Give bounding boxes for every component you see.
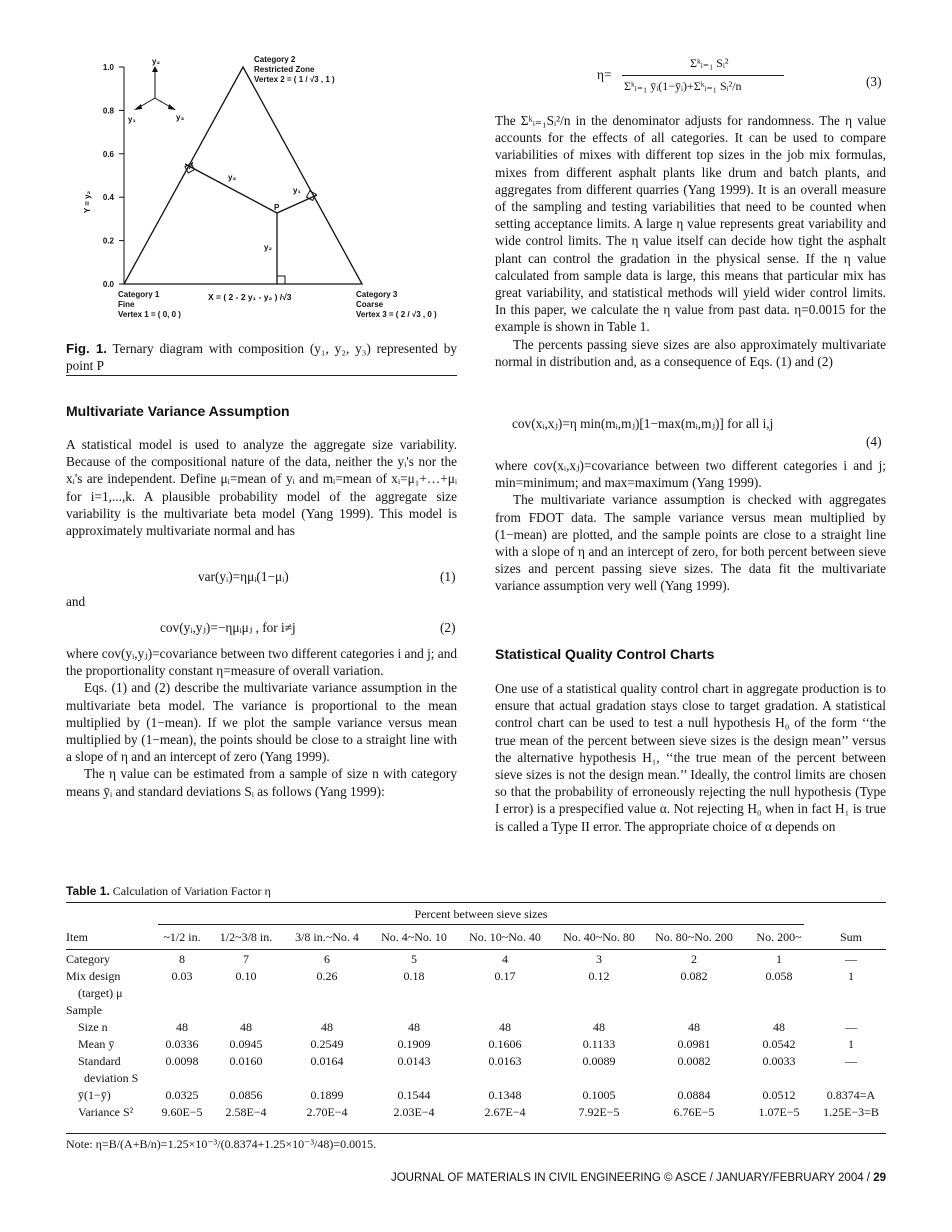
legend-y1: y₁: [128, 115, 136, 124]
equation-3-numerator: Σᵏᵢ₌₁ Sᵢ²: [690, 56, 729, 70]
point-label: P: [274, 203, 280, 212]
table-cell: [646, 1002, 742, 1019]
table-cell: 0.0143: [397, 1054, 431, 1068]
equation-3-lhs: η=: [597, 67, 612, 82]
table-cell: 0.03: [171, 969, 193, 983]
y-tick-label: 0.0: [102, 280, 114, 289]
table-cell: [742, 985, 816, 1002]
row-label: Category: [66, 951, 110, 966]
legend-y3: y₃: [176, 113, 185, 122]
table-cell: [156, 1070, 208, 1087]
y-tick-label: 0.4: [102, 193, 114, 203]
column-header: ~1/2 in.: [163, 930, 201, 944]
column-header: No. 40~No. 80: [563, 930, 635, 944]
y-tick-label: 0.8: [102, 106, 114, 116]
equation-2: cov(yᵢ,yⱼ)=−ημᵢμⱼ , for i≠j: [160, 620, 296, 635]
sum-cell: —: [845, 1054, 857, 1068]
column-header: 3/8 in.~No. 4: [295, 930, 359, 944]
table-cell: [208, 985, 284, 1002]
table-cell: 0.0945: [229, 1037, 263, 1051]
table-cell: 48: [499, 1020, 511, 1034]
caption-rule: [66, 375, 457, 376]
equation-1-number: (1): [440, 569, 456, 584]
row-label: Sample: [66, 1003, 102, 1017]
column-header: 1/2~3/8 in.: [219, 930, 273, 944]
vertex-top-line: Restricted Zone: [254, 65, 315, 74]
table-cell: 8: [179, 951, 185, 966]
equation-3-denominator: Σᵏᵢ₌₁ ȳᵢ(1−ȳᵢ)+Σᵏᵢ₌₁ Sᵢ²/n: [624, 79, 742, 93]
table-row: [66, 985, 886, 1002]
equation-2-number: (2): [440, 620, 456, 635]
y-axis-ticks: [103, 63, 124, 289]
y-tick-label: 0.2: [102, 236, 114, 246]
equation-3-fraction-bar: [622, 75, 784, 76]
variation-table: [66, 929, 886, 1121]
sum-cell: —: [845, 951, 857, 966]
table-cell: 0.17: [494, 969, 516, 983]
table-cell: [552, 1070, 646, 1087]
table-cell: 0.0098: [165, 1054, 199, 1068]
table-cell: [370, 1070, 458, 1087]
table-cell: [284, 1070, 370, 1087]
column-header: No. 4~No. 10: [381, 930, 447, 944]
table-cell: [742, 1002, 816, 1019]
table-cell: 0.0082: [677, 1054, 711, 1068]
sum-cell: 1: [848, 1037, 854, 1051]
table-cell: [156, 985, 208, 1002]
table-cell: 3: [596, 951, 602, 966]
seg-y3-label: y₃: [228, 173, 237, 182]
table-cell: 0.0512: [762, 1088, 796, 1102]
column-header: No. 200~: [756, 930, 802, 944]
table-cell: 0.26: [316, 969, 338, 983]
ternary-diagram: [72, 52, 462, 337]
table-cell: [458, 985, 552, 1002]
table-note: Note: η=B/(A+B/n)=1.25×10⁻³/(0.8374+1.25×10⁻³/48)=0.0015.: [66, 1137, 377, 1151]
row-label: (target) μ: [78, 986, 123, 1000]
table-cell: 0.1606: [488, 1037, 522, 1051]
table-cell: 2.70E−4: [306, 1105, 348, 1119]
table-cell: 0.18: [403, 969, 425, 983]
table-header-row: [66, 929, 886, 946]
table-cell: [646, 1070, 742, 1087]
table-cell: 2: [691, 951, 697, 966]
table-cell: 0.12: [588, 969, 610, 983]
table-cell: [156, 1002, 208, 1019]
table-cell: 0.2549: [310, 1037, 344, 1051]
column-header: No. 80~No. 200: [655, 930, 733, 944]
table-group-header: Percent between sieve sizes: [414, 907, 548, 921]
right-paragraph-2: where cov(xᵢ,xⱼ)=covariance between two different categories i and j; min=minimum; and max=maximum (Yang 1999). The multivariate variance assumption is checked with aggregates from FDOT data. The sample variance versus mean multiplied by (1−mean) are plotted, and the sample points are close to a straight line with a slope of η and an intercept of zero, for both percent between sieve sizes and percent passing sieve sizes. The data fit the multivariate variance assumption very well (Yang 1999).: [495, 458, 886, 594]
table-cell: 0.0089: [582, 1054, 616, 1068]
vertex-left-line: Category 1: [118, 290, 160, 299]
table-cell: 48: [408, 1020, 420, 1034]
triangle: [124, 67, 362, 284]
journal-line: JOURNAL OF MATERIALS IN CIVIL ENGINEERING © ASCE / JANUARY/FEBRUARY 2004 /: [390, 1172, 874, 1184]
table-cell: 48: [176, 1020, 188, 1034]
table-cell: 0.0981: [677, 1037, 711, 1051]
table-cell: [370, 985, 458, 1002]
row-label: Standard: [78, 1054, 121, 1068]
vertex-right-line: Coarse: [356, 300, 384, 309]
left-paragraph-1: A statistical model is used to analyze the aggregate size variability. Because of the compositional nature of the data, neither the yᵢ's nor the xᵢ's are independent. Define μᵢ=mean of yᵢ and mᵢ=mean of xᵢ=μ₁+…+μᵢ for i=1,...,k. A plausible probability model of the aggregate size variability is the multivariate beta model (Yang 1999). This model is approximately multivariate normal and has: [66, 437, 457, 539]
column-header: No. 10~No. 40: [469, 930, 541, 944]
figure-caption-text: Ternary diagram with composition (y₁, y₂, y₃) represented by point P: [66, 341, 457, 374]
table-bottom-rule: [66, 1133, 886, 1134]
figure-caption-label: Fig. 1.: [66, 341, 107, 356]
table-cell: 0.10: [235, 969, 257, 983]
table-cell: 0.1133: [582, 1037, 616, 1051]
table-cell: [284, 985, 370, 1002]
table-cell: 48: [321, 1020, 333, 1034]
table-cell: [208, 1070, 284, 1087]
table-cell: 7.92E−5: [578, 1105, 620, 1119]
row-label: ȳ(1−ȳ): [78, 1088, 111, 1102]
table-cell: [552, 1002, 646, 1019]
table-cell: 48: [688, 1020, 700, 1034]
item-header: Item: [66, 930, 88, 944]
table-cell: 0.058: [765, 969, 793, 983]
sum-cell: [816, 1070, 886, 1087]
table-cell: 9.60E−5: [161, 1105, 203, 1119]
y-tick-label: 0.6: [102, 149, 114, 159]
page-footer: [391, 1172, 886, 1184]
table-cell: 0.0164: [310, 1054, 344, 1068]
table-cell: [552, 985, 646, 1002]
row-label: Variance S²: [78, 1105, 134, 1119]
table-cell: 0.1005: [582, 1088, 616, 1102]
table-cell: 0.1544: [397, 1088, 431, 1102]
y-axis-label: Y = y₂: [83, 190, 92, 214]
table-cell: 48: [240, 1020, 252, 1034]
table-cell: [646, 985, 742, 1002]
section-heading-control-charts: Statistical Quality Control Charts: [495, 646, 715, 662]
row-label: deviation S: [84, 1071, 139, 1085]
table-cell: [284, 1002, 370, 1019]
table-row: [66, 1070, 886, 1087]
table-cell: 6.76E−5: [673, 1105, 715, 1119]
table-header-rule: [66, 949, 886, 950]
equation-1: var(yᵢ)=ημᵢ(1−μᵢ): [198, 569, 289, 584]
seg-y1-label: y₁: [293, 186, 301, 195]
row-label: Size n: [78, 1020, 108, 1034]
table-row: [66, 968, 886, 985]
table-row: [66, 1002, 886, 1019]
table-cell: 0.1348: [488, 1088, 522, 1102]
vertex-top-line: Category 2: [254, 55, 296, 64]
table-cell: 0.0325: [165, 1088, 199, 1102]
table-cell: 0.0542: [762, 1037, 796, 1051]
section-heading-variance: Multivariate Variance Assumption: [66, 403, 290, 419]
table-cell: 0.0160: [229, 1054, 263, 1068]
page-number: 29: [873, 1172, 886, 1184]
table-cell: [370, 1002, 458, 1019]
sum-cell: —: [845, 1020, 857, 1034]
sum-cell: 1.25E−3=B: [823, 1105, 879, 1119]
table-cell: [742, 1070, 816, 1087]
table-cell: 5: [411, 951, 417, 966]
table-group-rule: [158, 924, 804, 925]
table-title: [66, 884, 271, 899]
vertex-right-line: Category 3: [356, 290, 398, 299]
table-cell: 0.082: [680, 969, 708, 983]
sum-header: Sum: [839, 930, 862, 944]
table-cell: 48: [773, 1020, 785, 1034]
table-cell: 0.1899: [310, 1088, 344, 1102]
table-cell: 4: [502, 951, 508, 966]
table-cell: 1.07E−5: [758, 1105, 800, 1119]
seg-y2-label: y₂: [264, 243, 273, 252]
left-paragraph-2: where cov(yᵢ,yⱼ)=covariance between two different categories i and j; and the proportionality constant η=measure of overall variation. Eqs. (1) and (2) describe the multivariate variance assumption in the multivariate beta model. The variance is proportional to the mean multiplied by (1−mean). If we plot the sample variance versus mean multiplied by (1−mean), the points should be close to a straight line with a slope of η and an intercept of zero (Yang 1999). The η value can be estimated from a sample of size n with category means ȳᵢ and standard deviations Sᵢ as follows (Yang 1999):: [66, 646, 457, 799]
table-cell: 2.67E−4: [484, 1105, 526, 1119]
figure-caption: [66, 340, 457, 374]
vertex-right-line: Vertex 3 = ( 2 / √3 , 0 ): [356, 310, 437, 319]
sum-cell: 0.8374=A: [826, 1088, 876, 1102]
row-label: Mean ȳ: [78, 1037, 115, 1051]
table-cell: 7: [243, 951, 249, 966]
legend-y2: y₂: [152, 57, 161, 66]
table-cell: 48: [593, 1020, 605, 1034]
table-cell: 0.1909: [397, 1037, 431, 1051]
table-row: [66, 1053, 886, 1070]
y-tick-label: 1.0: [102, 63, 114, 72]
equation-4-number: (4): [866, 434, 882, 449]
table-cell: 2.03E−4: [393, 1105, 435, 1119]
x-formula: X = ( 2 - 2 y₁ - y₂ ) /√3: [208, 292, 292, 302]
sum-cell: 1: [848, 969, 854, 983]
equation-4: cov(xᵢ,xⱼ)=η min(mᵢ,mⱼ)[1−max(mᵢ,mⱼ)] for all i,j: [512, 416, 774, 431]
row-label: Mix design: [66, 969, 121, 983]
table-title-text: Calculation of Variation Factor η: [112, 884, 271, 898]
right-paragraph-1: The Σᵏᵢ₌₁Sᵢ²/n in the denominator adjusts for randomness. The η value accounts for the effects of all categories. It can be used to compare variabilities of mixes with different top sizes in the job mix formulas, mixes from different asphalt plants like drum and batch plants, and aggregates from different quarries (Yang 1999). It is an overall measure of the sampling and testing variabilities that need to be counted when setting acceptance limits. A large η value represents great variability and wide control limits. The η value itself can decide how tight the asphalt plant can control the gradation in the physical sense. If the η value calculated from sample data is large, this means that particular mix has great variability, and statistical methods will yield wider control limits. In this paper, we calculate the η value from past data. η=0.0015 for the example is shown in Table 1. The percents passing sieve sizes are also approximately multivariate normal in distribution and, as a consequence of Eqs. (1) and (2): [495, 113, 886, 369]
table-cell: 0.0033: [762, 1054, 796, 1068]
table-row: [66, 1019, 886, 1036]
table-row: [66, 1036, 886, 1053]
table-cell: 0.0884: [677, 1088, 711, 1102]
and-text: and: [66, 594, 86, 609]
equation-3-number: (3): [866, 74, 882, 89]
table-cell: 0.0163: [488, 1054, 522, 1068]
vertex-top-line: Vertex 2 = ( 1 / √3 , 1 ): [254, 75, 335, 84]
table-cell: 2.58E−4: [225, 1105, 267, 1119]
right-paragraph-3: One use of a statistical quality control chart in aggregate production is to ensure that actual gradation stays close to target gradation. A statistical control chart can be used to test a null hypothesis H₀ of the form ‘‘the true mean of the percent between sieve sizes is the design mean’’ versus the alternative hypothesis H₁, ‘‘the true mean of the percent between sieve sizes is not the design mean.’’ Ideally, the control limits are chosen so that the probability of erroneously rejecting the null hypothesis (Type I error) is a prespecified value α. Not rejecting H₀ when in fact H₁ is true is called a Type II error. The appropriate choice of α depends on: [495, 681, 886, 834]
table-row: [66, 1087, 886, 1104]
table-cell: [458, 1070, 552, 1087]
table-row: [66, 1104, 886, 1121]
vertex-left-line: Fine: [118, 300, 135, 309]
sum-cell: [816, 1002, 886, 1019]
vertex-left-line: Vertex 1 = ( 0, 0 ): [118, 310, 181, 319]
table-cell: [208, 1002, 284, 1019]
sum-cell: [816, 985, 886, 1002]
table-cell: 0.0336: [165, 1037, 199, 1051]
table-cell: 0.0856: [229, 1088, 263, 1102]
table-cell: 1: [776, 951, 782, 966]
table-cell: 6: [324, 951, 330, 966]
table-label: Table 1.: [66, 884, 110, 898]
table-cell: [458, 1002, 552, 1019]
table-top-rule: [66, 902, 886, 903]
